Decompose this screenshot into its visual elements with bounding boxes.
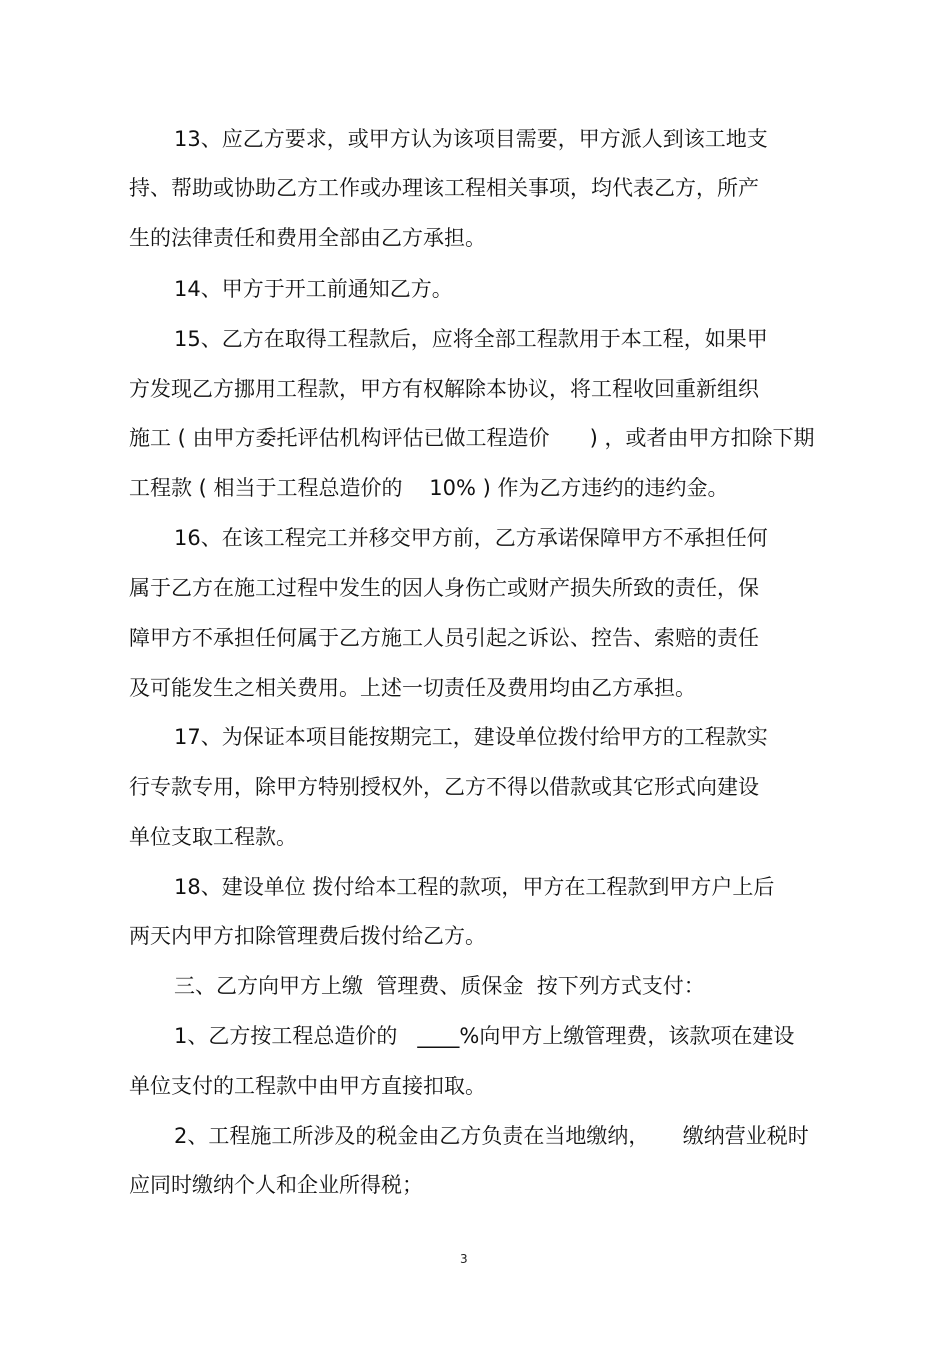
text-line: 16、在该工程完工并移交甲方前，乙方承诺保障甲方不承担任何 <box>174 526 768 550</box>
text-line: 行专款专用，除甲方特别授权外，乙方不得以借款或其它形式向建设 <box>129 775 759 799</box>
text-line: 2、工程施工所涉及的税金由乙方负责在当地缴纳， 缴纳营业税时 <box>174 1124 809 1148</box>
page-number: 3 <box>460 1252 468 1266</box>
text-line: 13、应乙方要求，或甲方认为该项目需要，甲方派人到该工地支 <box>174 127 768 151</box>
text-line: 工程款 ( 相当于工程总造价的 10% ) 作为乙方违约的违约金。 <box>129 476 729 500</box>
text-line: 属于乙方在施工过程中发生的因人身伤亡或财产损失所致的责任，保 <box>129 576 759 600</box>
text-line: 三、乙方向甲方上缴 管理费、质保金 按下列方式支付： <box>174 974 705 998</box>
text-line: 15、乙方在取得工程款后，应将全部工程款用于本工程，如果甲 <box>174 327 768 351</box>
text-line: 两天内甲方扣除管理费后拨付给乙方。 <box>129 924 486 948</box>
text-line: 障甲方不承担任何属于乙方施工人员引起之诉讼、控告、索赔的责任 <box>129 626 759 650</box>
text-line: 生的法律责任和费用全部由乙方承担。 <box>129 226 486 250</box>
text-line: 及可能发生之相关费用。上述一切责任及费用均由乙方承担。 <box>129 676 696 700</box>
text-line: 单位支付的工程款中由甲方直接扣取。 <box>129 1074 486 1098</box>
text-line: 应同时缴纳个人和企业所得税； <box>129 1173 423 1197</box>
text-line: 方发现乙方挪用工程款，甲方有权解除本协议，将工程收回重新组织 <box>129 377 759 401</box>
text-line: 14、甲方于开工前通知乙方。 <box>174 277 453 301</box>
text-line: 施工 ( 由甲方委托评估机构评估已做工程造价 ) ，或者由甲方扣除下期 <box>129 426 815 450</box>
text-line: 1、乙方按工程总造价的 ____%向甲方上缴管理费，该款项在建设 <box>174 1024 795 1048</box>
text-line: 持、帮助或协助乙方工作或办理该工程相关事项，均代表乙方，所产 <box>129 176 759 200</box>
text-line: 18、建设单位 拨付给本工程的款项，甲方在工程款到甲方户上后 <box>174 875 775 899</box>
text-line: 17、为保证本项目能按期完工，建设单位拨付给甲方的工程款实 <box>174 725 768 749</box>
text-line: 单位支取工程款。 <box>129 825 297 849</box>
